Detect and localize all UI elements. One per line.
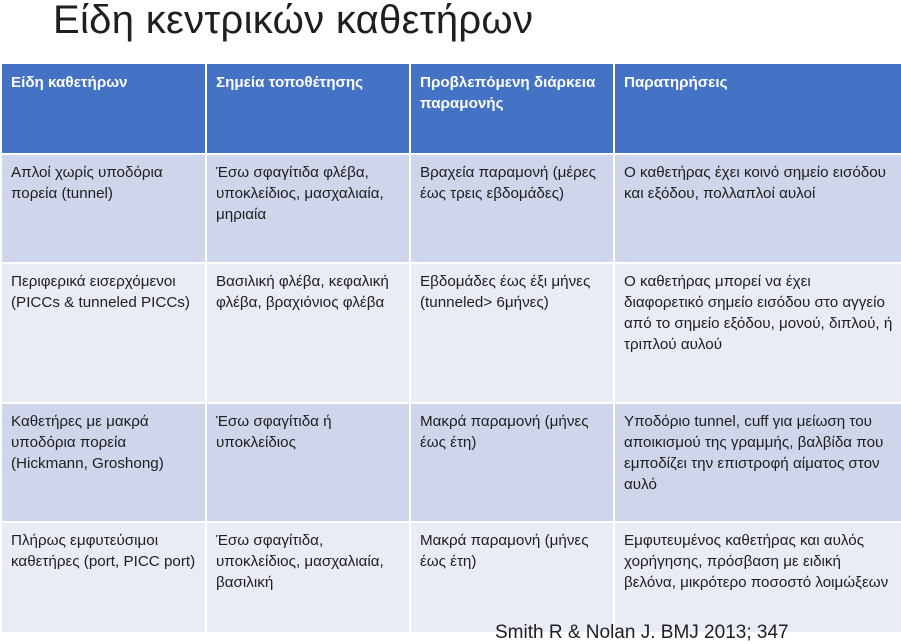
cell-insertion-sites: Έσω σφαγίτιδα ή υποκλείδιος [206,403,410,522]
table-row [1,522,901,633]
cell-expected-duration: Βραχεία παραμονή (μέρες έως τρεις εβδομάδες) [410,154,614,263]
catheter-types-table [0,62,901,634]
table-row [1,154,901,263]
header-insertion-sites: Σημεία τοποθέτησης [206,63,410,154]
table-row [1,403,901,522]
page-title: Είδη κεντρικών καθετήρων [53,0,534,42]
cell-remarks: Ο καθετήρας μπορεί να έχει διαφορετικό σημείο εισόδου στο αγγείο από το σημείο εξόδου, μονού, διπλού, ή τριπλού αυλού [614,263,901,403]
cell-remarks: Εμφυτευμένος καθετήρας και αυλός χορήγησης, πρόσβαση με ειδική βελόνα, μικρότερο ποσοστό λοιμώξεων [614,522,901,633]
header-remarks: Παρατηρήσεις [614,63,901,154]
cell-catheter-type: Απλοί χωρίς υποδόρια πορεία (tunnel) [1,154,206,263]
cell-catheter-type: Καθετήρες με μακρά υποδόρια πορεία (Hickmann, Groshong) [1,403,206,522]
header-expected-duration: Προβλεπόμενη διάρκεια παραμονής [410,63,614,154]
cell-insertion-sites: Έσω σφαγίτιδα φλέβα, υποκλείδιος, μασχαλιαία, μηριαία [206,154,410,263]
cell-insertion-sites: Βασιλική φλέβα, κεφαλική φλέβα, βραχιόνιος φλέβα [206,263,410,403]
cell-catheter-type: Περιφερικά εισερχόμενοι (PICCs & tunneled PICCs) [1,263,206,403]
cell-expected-duration: Μακρά παραμονή (μήνες έως έτη) [410,522,614,633]
citation: Smith R & Nolan J. BMJ 2013; 347 [495,622,789,643]
cell-insertion-sites: Έσω σφαγίτιδα, υποκλείδιος, μασχαλιαία, βασιλική [206,522,410,633]
cell-remarks: Ο καθετήρας έχει κοινό σημείο εισόδου και εξόδου, πολλαπλοί αυλοί [614,154,901,263]
cell-expected-duration: Εβδομάδες έως έξι μήνες (tunneled> 6μήνες) [410,263,614,403]
table-row [1,263,901,403]
header-catheter-type: Είδη καθετήρων [1,63,206,154]
cell-catheter-type: Πλήρως εμφυτεύσιμοι καθετήρες (port, PICC port) [1,522,206,633]
cell-expected-duration: Μακρά παραμονή (μήνες έως έτη) [410,403,614,522]
table-header-row [1,63,901,154]
cell-remarks: Υποδόριο tunnel, cuff για μείωση του αποικισμού της γραμμής, βαλβίδα που εμποδίζει την επιστροφή αίματος στον αυλό [614,403,901,522]
